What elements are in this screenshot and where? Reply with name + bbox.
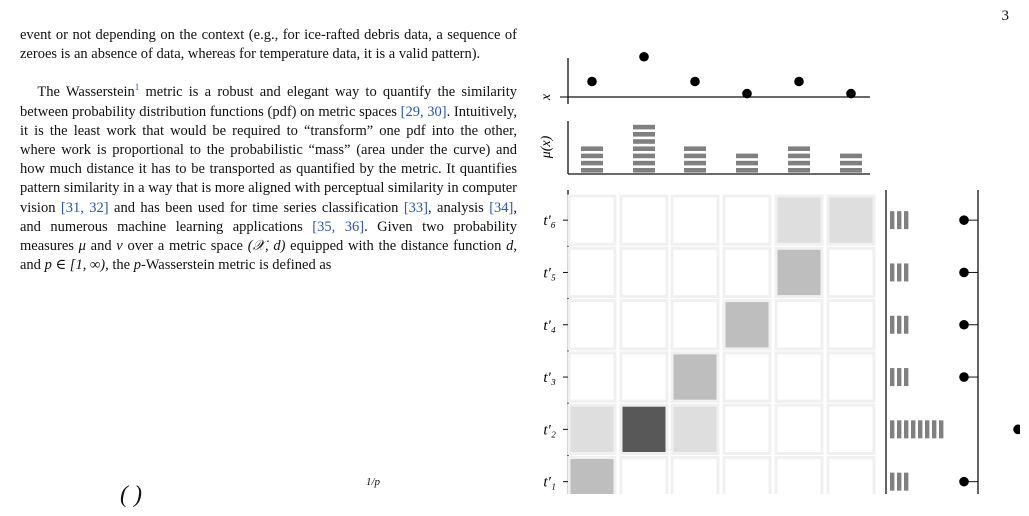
histogram-block [840,154,862,159]
citation-link[interactable]: [31, 32] [60,199,109,216]
right-signal-axis [952,190,1020,494]
matrix-cell [621,405,667,453]
matrix-cell [724,353,770,401]
right-histogram [886,190,943,494]
histogram-block [684,168,706,173]
histogram-block [904,368,908,386]
histogram-block [736,161,758,166]
text-run: and has been used for time series classification [108,199,404,216]
matrix-cell [621,248,667,296]
math-mu: μ [78,238,86,255]
matrix-cell [672,458,718,495]
matrix-cell [776,458,822,495]
math-nu: ν [116,238,123,255]
signal-point [742,89,752,99]
y-tick-label: t′₃ [543,370,556,387]
text-run: , the [105,257,134,274]
signal-point [959,320,969,330]
histogram-block [788,161,810,166]
y-tick-label: t′₁ [543,474,556,491]
matrix-cell [569,301,615,349]
citation-link[interactable]: [34] [489,199,514,216]
paragraph-2 [20,83,517,275]
matrix-cell [776,353,822,401]
matrix-cell [569,248,615,296]
text-run: . Intuitively, it is the least work that would be required to “transform” one pdf into the other, where work is proportional to the probabilistic “mass” (area under the curve) and how much distance it has to be transported as quantified by the metric. It quantifies pattern similarity in a way that is more aligned with perceptual similarity in computer vision [20,103,517,216]
math-space: (𝒳, d) [247,238,286,255]
histogram-block [633,168,655,173]
histogram-block [904,420,908,438]
histogram-block [684,161,706,166]
signal-point [1013,425,1020,435]
top-signal-axis [560,52,870,104]
histogram-block [890,368,894,386]
histogram-block [897,420,901,438]
signal-point [794,77,804,87]
histogram-block [633,132,655,137]
text-run: The Wasserstein [37,84,135,101]
matrix-cell [569,405,615,453]
y-tick-label: t′₄ [543,317,556,334]
histogram-block [911,420,915,438]
signal-point [639,52,649,62]
matrix-cell [569,353,615,401]
math-p: p [133,257,141,274]
citation-link[interactable]: [29, 30] [400,103,447,120]
y-tick-label: t′₆ [543,213,556,230]
y-tick-label: t′₂ [543,422,556,439]
matrix-cell [828,301,874,349]
matrix-cell [672,353,718,401]
histogram-block [581,146,603,151]
matrix-cell [724,458,770,495]
math-p-range: p ∈ [1, ∞) [44,257,106,274]
histogram-block [633,125,655,130]
matrix-cell [828,353,874,401]
transport-matrix [543,190,880,494]
matrix-cell [776,196,822,244]
matrix-cell [724,248,770,296]
signal-point [959,268,969,278]
histogram-block [897,316,901,334]
top-axis-label: x [539,93,554,101]
histogram-block [633,139,655,144]
matrix-cell [672,405,718,453]
histogram-block [925,420,929,438]
formula-parens: ( ) [120,482,142,508]
histogram-block [736,154,758,159]
histogram-block [788,146,810,151]
text-run: equipped with the distance function [285,238,507,255]
matrix-cell [776,301,822,349]
citation-link[interactable]: [35, 36] [312,218,365,235]
signal-point [846,89,856,99]
histogram-block [897,473,901,491]
matrix-cell [672,196,718,244]
histogram-block [633,146,655,151]
formula-partial [120,476,381,509]
histogram-block [684,146,706,151]
histogram-block [581,154,603,159]
histogram-block [897,211,901,229]
matrix-cell [672,301,718,349]
text-run: . Given two probability measures [20,218,517,255]
histogram-block [897,263,901,281]
matrix-cell [776,248,822,296]
histogram-block [840,161,862,166]
paragraph-1: event or not depending on the context (e.g., for ice-rafted debris data, a sequence of zeroes is an absence of data, whereas for temperature data, it is a valid pattern). [20,27,517,63]
histogram-block [633,161,655,166]
wasserstein-figure [520,44,1020,494]
top-histogram-label: μ(x) [539,135,554,159]
signal-point [690,77,700,87]
matrix-cell [621,196,667,244]
math-d: d [506,238,514,255]
histogram-block [890,473,894,491]
matrix-cell [776,405,822,453]
text-run: , and numerous machine learning applications [20,199,517,235]
text-run: and [85,238,117,255]
text-run: -Wasserstein metric is defined as [140,257,332,274]
histogram-block [684,154,706,159]
histogram-block [581,161,603,166]
matrix-cell [569,458,615,495]
histogram-block [581,168,603,173]
histogram-block [788,168,810,173]
text-run: over a metric space [122,238,248,255]
text-run: metric is a robust and elegant way to quantify the similarity between probability distribution functions (pdf) on metric spaces [20,84,517,120]
footnote-link[interactable]: 1 [134,82,140,93]
histogram-block [890,316,894,334]
matrix-cell [569,196,615,244]
formula-exponent: 1/p [366,476,381,488]
y-tick-label: t′₅ [543,265,556,282]
matrix-cell [621,353,667,401]
text-run: , analysis [428,199,490,216]
matrix-cell [828,196,874,244]
signal-point [587,77,597,87]
body-text [20,26,517,294]
matrix-cell [724,301,770,349]
matrix-cell [621,301,667,349]
top-histogram [568,121,870,174]
matrix-cell [724,196,770,244]
matrix-cell [828,248,874,296]
signal-point [959,372,969,382]
histogram-block [890,420,894,438]
histogram-block [904,211,908,229]
histogram-block [890,263,894,281]
histogram-block [932,420,936,438]
histogram-block [904,263,908,281]
text-run: , and [20,238,518,274]
signal-point [959,477,969,487]
histogram-block [788,154,810,159]
histogram-block [890,211,894,229]
histogram-block [939,420,943,438]
matrix-cell [828,458,874,495]
matrix-cell [724,405,770,453]
page-number: 3 [1001,8,1009,24]
histogram-block [918,420,922,438]
signal-point [959,215,969,225]
matrix-cell [828,405,874,453]
histogram-block [633,154,655,159]
histogram-block [904,316,908,334]
histogram-block [840,168,862,173]
citation-link[interactable]: [33] [403,199,428,216]
histogram-block [904,473,908,491]
matrix-cell [621,458,667,495]
histogram-block [736,168,758,173]
matrix-cell [672,248,718,296]
histogram-block [897,368,901,386]
